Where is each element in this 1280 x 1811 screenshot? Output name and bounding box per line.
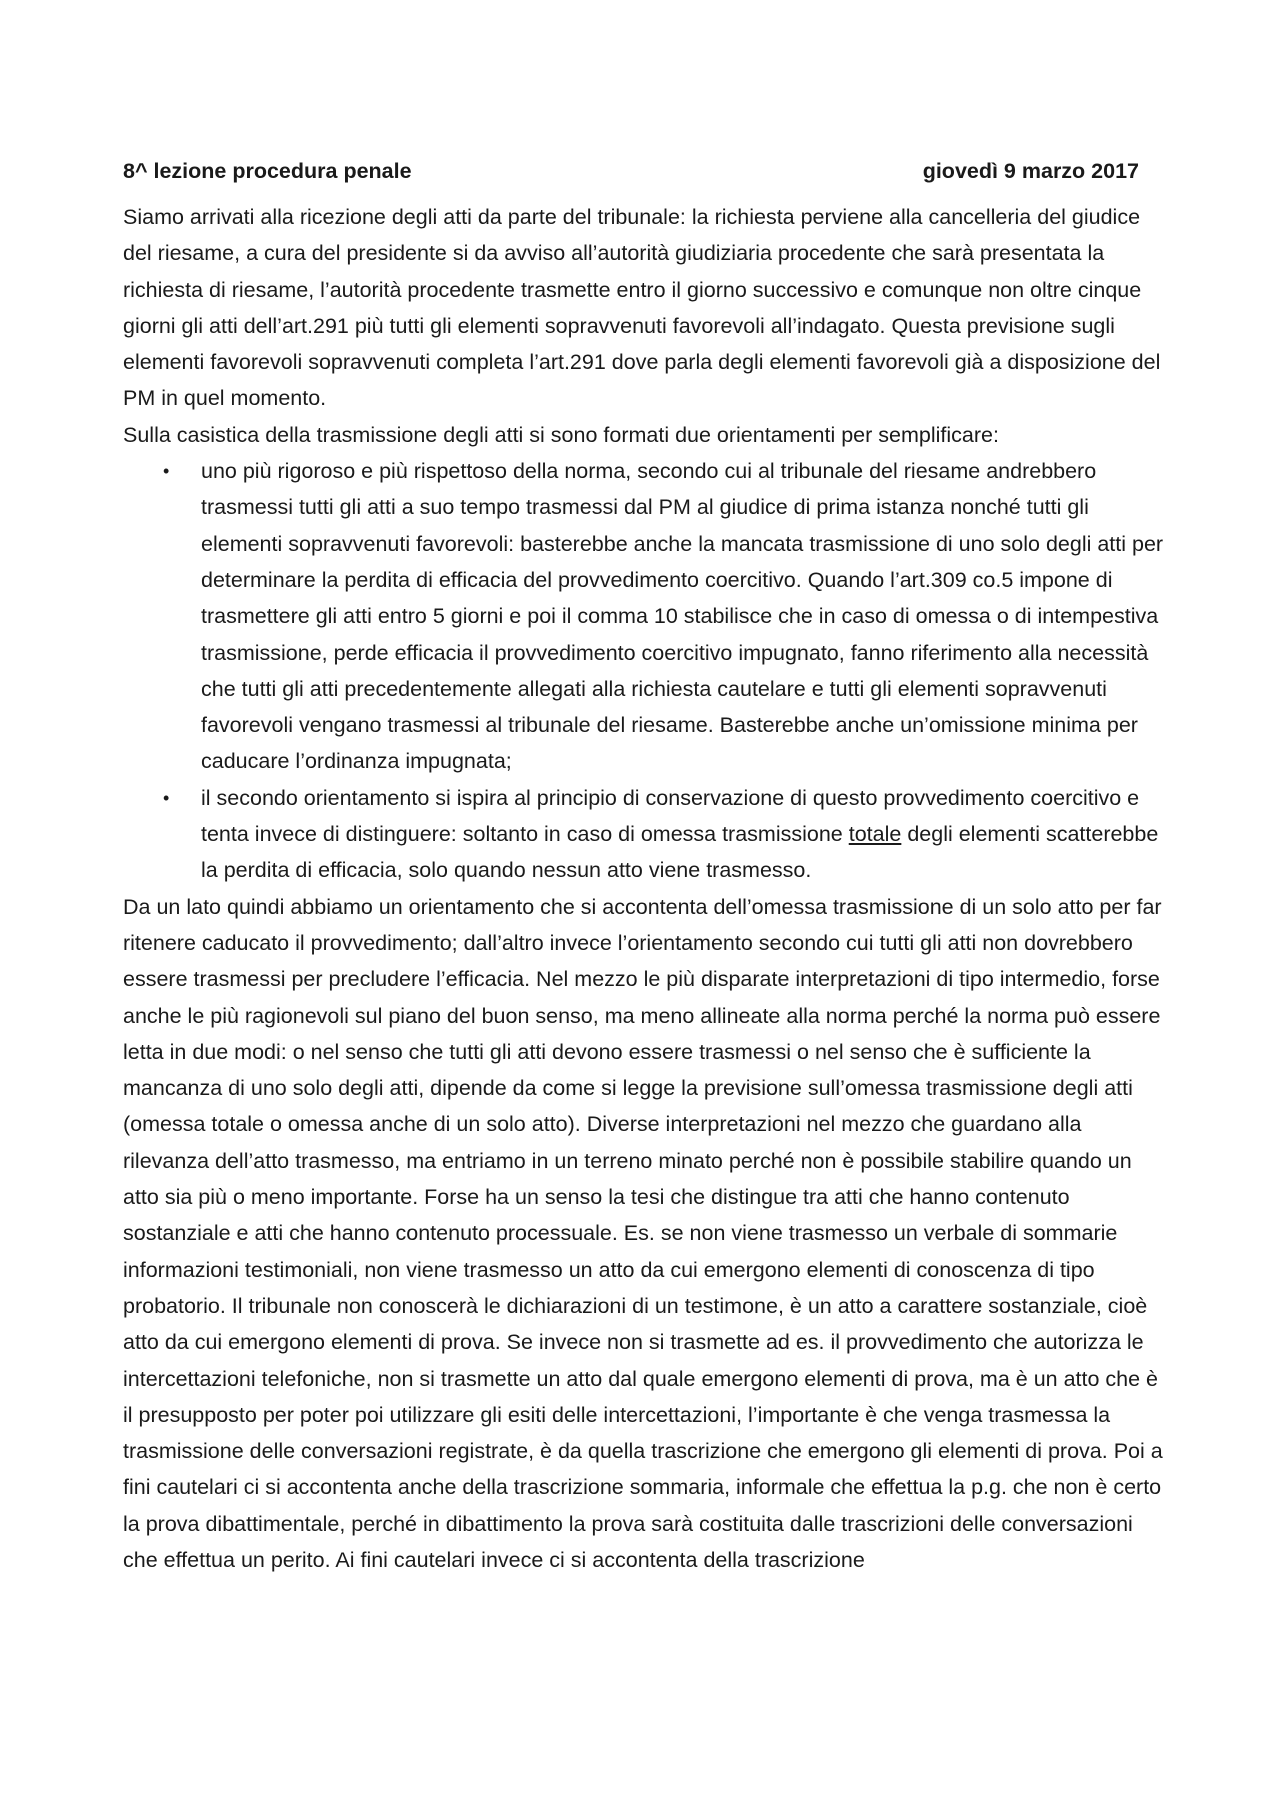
list-item-text	[201, 786, 1158, 883]
lesson-title: 8^ lezione procedura penale	[123, 159, 412, 183]
underlined-word: totale	[848, 822, 902, 847]
paragraph-intro: Siamo arrivati alla ricezione degli atti da parte del tribunale: la richiesta perviene alla cancelleria del giudice del riesame, a cura del presidente si da avviso all’autorità giudiziaria procedente che sarà presentata la richiesta di riesame, l’autorità procedente trasmette entro il giorno successivo e comunque non oltre cinque giorni gli atti dell’art.291 più tutti gli elementi sopravvenuti favorevoli all’indagato. Questa previsione sugli elementi favorevoli sopravvenuti completa l’art.291 dove parla degli elementi favorevoli già a disposizione del PM in quel momento.	[123, 205, 1161, 411]
list-item-text: uno più rigoroso e più rispettoso della norma, secondo cui al tribunale del riesame andrebbero trasmessi tutti gli atti a suo tempo trasmessi dal PM al giudice di prima istanza nonché tutti gli elementi sopravvenuti favorevoli: basterebbe anche la mancata trasmissione di uno solo degli atti per determinare la perdita di efficacia del provvedimento coercitivo. Quando l’art.309 co.5 impone di trasmettere gli atti entro 5 giorni e poi il comma 10 stabilisce che in caso di omessa o di intempestiva trasmissione, perde efficacia il provvedimento coercitivo impugnato, fanno riferimento alla necessità che tutti gli atti precedentemente allegati alla richiesta cautelare e tutti gli elementi sopravvenuti favorevoli vengano trasmessi al tribunale del riesame. Basterebbe anche un’omissione minima per caducare l’ordinanza impugnata;	[201, 459, 1164, 774]
bullet-icon: •	[163, 787, 170, 808]
paragraph-discussion: Da un lato quindi abbiamo un orientamento che si accontenta dell’omessa trasmissione di un solo atto per far ritenere caducato il provvedimento; dall’altro invece l’orientamento secondo cui tutti gli atti non dovrebbero essere trasmessi per precludere l’efficacia. Nel mezzo le più disparate interpretazioni di tipo intermedio, forse anche le più ragionevoli sul piano del buon senso, ma meno allineate alla norma perché la norma può essere letta in due modi: o nel senso che tutti gli atti devono essere trasmessi o nel senso che è sufficiente la mancanza di uno solo degli atti, dipende da come si legge la previsione sull’omessa trasmissione degli atti (omessa totale o omessa anche di un solo atto). Diverse interpretazioni nel mezzo che guardano alla rilevanza dell’atto trasmesso, ma entriamo in un terreno minato perché non è possibile stabilire quando un atto sia più o meno importante. Forse ha un senso la tesi che distingue tra atti che hanno contenuto sostanziale e atti che hanno contenuto processuale. Es. se non viene trasmesso un verbale di sommarie informazioni testimoniali, non viene trasmesso un atto da cui emergono elementi di conoscenza di tipo probatorio. Il tribunale non conoscerà le dichiarazioni di un testimone, è un atto a carattere sostanziale, cioè atto da cui emergono elementi di prova. Se invece non si trasmette ad es. il provvedimento che autorizza le intercettazioni telefoniche, non si trasmette un atto dal quale emergono elementi di prova, ma è un atto che è il presupposto per poter poi utilizzare gli esiti delle intercettazioni, l’importante è che venga trasmessa la trasmissione delle conversazioni registrate, è da quella trascrizione che emergono gli elementi di prova. Poi a fini cautelari ci si accontenta anche della trascrizione sommaria, informale che effettua la p.g. che non è certo la prova dibattimentale, perché in dibattimento la prova sarà costituita dalle trascrizioni delle conversazioni che effettua un perito. Ai fini cautelari invece ci si accontenta della trascrizione	[123, 894, 1163, 1572]
list-item	[123, 453, 1171, 780]
bullet-list	[123, 453, 1171, 889]
bullet-icon: •	[163, 461, 170, 482]
lesson-date: giovedì 9 marzo 2017	[922, 159, 1139, 183]
list-item-text-end: degli elementi scatterebbe la perdita di efficacia, solo quando nessun atto viene trasmesso.	[201, 822, 1159, 883]
document-body	[123, 153, 1171, 1578]
list-item-text-start: il secondo orientamento si ispira al principio di conservazione di questo provvedimento coercitivo e tenta invece di distinguere: soltanto in caso di omessa trasmissione	[201, 785, 1140, 847]
document-header	[123, 153, 1171, 189]
paragraph-orientamenti: Sulla casistica della trasmissione degli atti si sono formati due orientamenti per semplificare:	[123, 422, 999, 447]
list-item	[123, 780, 1171, 889]
